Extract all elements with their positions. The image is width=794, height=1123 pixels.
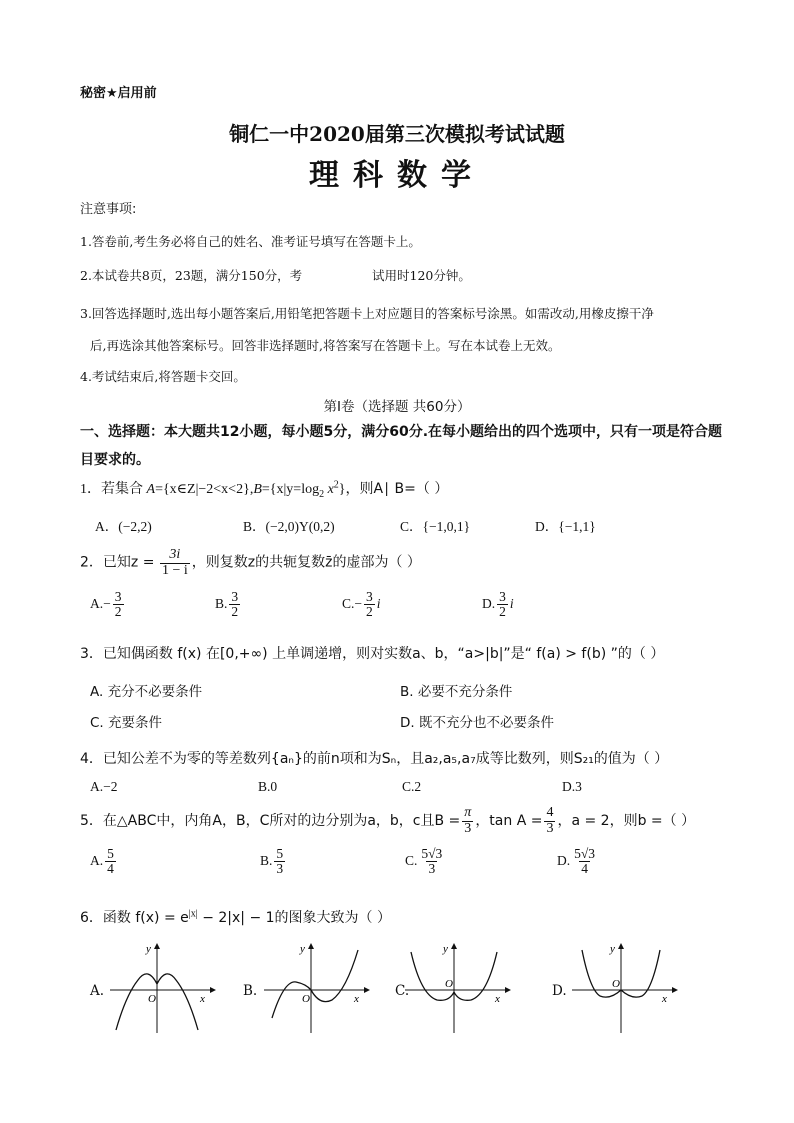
graph-d-label: D.: [552, 983, 567, 999]
notice-item-continued: 后,再选涂其他答案标号。回答非选择题时,将答案写在答题卡上。写在本试卷上无效。: [90, 338, 561, 353]
y-axis-label: y: [443, 943, 448, 955]
set-definition: ={x∈Z|−2<x<2}: [155, 482, 250, 497]
option-d: D.3: [562, 779, 582, 794]
question-text: ，则A∣ B=（ ）: [345, 481, 449, 497]
x-axis-label: x: [662, 993, 667, 1005]
option-c: C．{−1,0,1}: [400, 519, 471, 534]
graph-a-label: A.: [90, 983, 105, 999]
notice-heading: 注意事项:: [80, 202, 137, 217]
option-b: B. 必要不充分条件: [400, 684, 513, 700]
x-axis-label: x: [200, 993, 205, 1005]
question-5: 5．在△ABC中，内角A，B，C所对的边分别为a，b，c且B = $\frac{\pi}{3}$ ，tan A = $\frac{4}{3}$ ，a = 2，则b =（ ）: [80, 805, 696, 836]
section-heading: 一、选择题：本大题共12小题，每小题5分，满分60分.在每小题给出的四个选项中，只有一项是符合题目要求的。: [80, 424, 723, 468]
graph-b-label: B.: [243, 983, 258, 999]
graph-b: [262, 940, 372, 1035]
question-3: 3．已知偶函数 f(x) 在[0,+∞) 上单调递增，则对实数a、b，“a>|b|”是“ f(a) > f(b) ”的（ ）: [80, 646, 665, 662]
question-1: 1．若集合 $A=\{x\in Z|-2<x<2\},B=\{x|y=\log_2$ $x^2$}，则A∣ B=（ ）: [80, 479, 449, 500]
question-4: 4．已知公差不为零的等差数列{aₙ}的前n项和为Sₙ，且a₂,a₅,a₇成等比数列，则S₂₁的值为（ ）: [80, 751, 669, 767]
option-c: C.2: [402, 779, 422, 794]
option-d: D. $\frac{3}{2}$ i: [482, 589, 514, 620]
notice-item: 4.考试结束后,将答题卡交回。: [80, 369, 246, 384]
option-d: D. $\frac{5√3}{4}$: [557, 846, 596, 877]
option-a: A．(−2,2): [95, 519, 152, 534]
option-a: A. $\frac{5}{4}$: [90, 846, 114, 877]
question-2: 2．已知z = $\frac{3i}{1 - i}$ ，则复数z的共轭复数z̄的虚部为（ ）: [80, 547, 421, 578]
option-c: C. $\frac{5√3}{3}$: [405, 846, 443, 877]
option-c: C.− $\frac{3}{2}$ i: [342, 589, 381, 620]
set-name: A: [146, 482, 156, 497]
option-b: B. $\frac{3}{2}$: [215, 589, 239, 620]
graph-a: [108, 940, 218, 1035]
option-a: A. 充分不必要条件: [90, 684, 203, 700]
option-b: B.0: [258, 779, 278, 794]
set-definition: ={x|y=log: [261, 482, 320, 497]
x-axis-label: x: [354, 993, 359, 1005]
y-axis-label: y: [146, 943, 151, 955]
graph-c-label: C.: [395, 983, 410, 999]
option-a: A.− $\frac{3}{2}$: [90, 589, 122, 620]
notice-item: 1.答卷前,考生务必将自己的姓名、准考证号填写在答题卡上。: [80, 234, 421, 249]
confidential-mark: 秘密★启用前: [80, 86, 157, 101]
part-heading: 第I卷（选择题 共60分）: [323, 399, 471, 415]
subject-title: 理科数学: [309, 158, 485, 193]
origin-label: O: [302, 993, 310, 1005]
option-b: B. $\frac{5}{3}$: [260, 846, 284, 877]
option-d: D．{−1,1}: [535, 519, 596, 534]
question-6: 6．函数 $f(x) = e^{|x|} - 2|x| - 1$的图象大致为（ ）: [80, 908, 392, 926]
option-c: C. 充要条件: [90, 715, 163, 731]
origin-label: O: [612, 978, 620, 990]
origin-label: O: [445, 978, 453, 990]
option-a: A.−2: [90, 779, 118, 794]
option-b: B．(−2,0)Y(0,2): [243, 519, 335, 534]
exam-title: 铜仁一中2020届第三次模拟考试试题: [229, 122, 565, 146]
notice-item: 3.回答选择题时,选出每小题答案后,用铅笔把答题卡上对应题目的答案标号涂黑。如需改动,用橡皮擦干净: [80, 306, 654, 321]
x-axis-label: x: [495, 993, 500, 1005]
option-d: D. 既不充分也不必要条件: [400, 715, 554, 731]
notice-item: 2.本试卷共8页，23题，满分150分，考: [80, 268, 303, 283]
notice-item-continued: 试用时120分钟。: [372, 268, 471, 283]
y-axis-label: y: [610, 943, 615, 955]
question-text: 若集合: [101, 481, 143, 497]
origin-label: O: [148, 993, 156, 1005]
question-number: 1．: [80, 482, 101, 497]
graph-c: [403, 940, 513, 1035]
set-name: B: [253, 482, 262, 497]
y-axis-label: y: [300, 943, 305, 955]
graph-d: [570, 940, 680, 1035]
